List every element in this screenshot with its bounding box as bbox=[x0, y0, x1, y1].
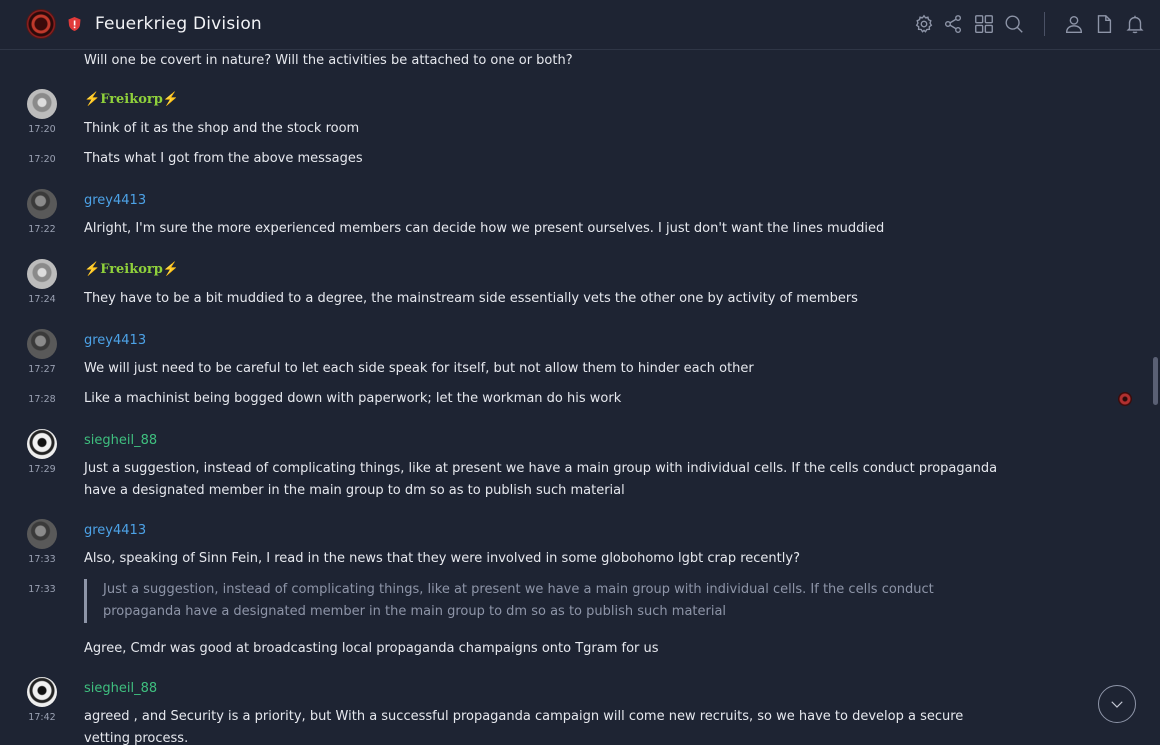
message-timeline[interactable] bbox=[0, 51, 1160, 745]
timestamp: 17:33 bbox=[28, 584, 56, 595]
message-body: agreed , and Security is a priority, but With a successful propaganda campaign will come new recruits, so we have to develop a secure vetting process. bbox=[84, 709, 964, 745]
timestamp: 17:22 bbox=[28, 224, 56, 235]
shield-alert-icon bbox=[67, 16, 82, 32]
scrollbar-thumb[interactable] bbox=[1153, 357, 1158, 405]
message-body: Think of it as the shop and the stock room bbox=[84, 121, 360, 136]
avatar[interactable] bbox=[27, 329, 57, 359]
avatar[interactable] bbox=[27, 429, 57, 459]
timestamp: 17:42 bbox=[28, 712, 56, 723]
avatar[interactable] bbox=[27, 677, 57, 707]
search-icon[interactable] bbox=[1003, 13, 1025, 35]
reply-quote[interactable]: Just a suggestion, instead of complicating things, like at present we have a main group with individual cells. If the cells conduct propaganda have a designated member in the main group to dm so as to publish such material bbox=[84, 579, 984, 623]
grid-icon[interactable] bbox=[973, 13, 995, 35]
sender-name[interactable]: ⚡Freikorp⚡ bbox=[84, 92, 180, 107]
room-header bbox=[0, 0, 1160, 50]
sender-name[interactable]: siegheil_88 bbox=[84, 433, 158, 448]
room-avatar[interactable] bbox=[26, 9, 56, 39]
timestamp: 17:29 bbox=[28, 464, 56, 475]
avatar[interactable] bbox=[27, 89, 57, 119]
timestamp: 17:28 bbox=[28, 394, 56, 405]
person-icon[interactable] bbox=[1063, 13, 1085, 35]
share-icon[interactable] bbox=[942, 13, 964, 35]
message-body: They have to be a bit muddied to a degree, the mainstream side essentially vets the other one by activity of members bbox=[84, 291, 858, 306]
avatar[interactable] bbox=[27, 189, 57, 219]
avatar[interactable] bbox=[27, 259, 57, 289]
message-body: Just a suggestion, instead of complicating things, like at present we have a main group with individual cells. If the cells conduct propaganda have a designated member in the main group to dm so as to publish such material bbox=[84, 461, 998, 498]
timestamp: 17:33 bbox=[28, 554, 56, 565]
message-body: Agree, Cmdr was good at broadcasting local propaganda champaigns onto Tgram for us bbox=[84, 641, 659, 656]
read-receipt-avatar[interactable] bbox=[1118, 392, 1132, 406]
bell-icon[interactable] bbox=[1124, 13, 1146, 35]
message-body: We will just need to be careful to let each side speak for itself, but not allow them to hinder each other bbox=[84, 361, 754, 376]
message-body: Will one be covert in nature? Will the activities be attached to one or both? bbox=[84, 53, 573, 68]
file-icon[interactable] bbox=[1093, 13, 1115, 35]
sender-name[interactable]: grey4413 bbox=[84, 193, 147, 208]
timestamp: 17:20 bbox=[28, 154, 56, 165]
timestamp: 17:27 bbox=[28, 364, 56, 375]
chevron-down-icon bbox=[1108, 695, 1126, 713]
sender-name[interactable]: ⚡Freikorp⚡ bbox=[84, 262, 180, 277]
message-body: Thats what I got from the above messages bbox=[84, 151, 363, 166]
message-body: Also, speaking of Sinn Fein, I read in the news that they were involved in some globohomo lgbt crap recently? bbox=[84, 551, 800, 566]
timestamp: 17:20 bbox=[28, 124, 56, 135]
message-body: Alright, I'm sure the more experienced members can decide how we present ourselves. I just don't want the lines muddied bbox=[84, 221, 885, 236]
settings-icon[interactable] bbox=[913, 13, 935, 35]
message-body: Like a machinist being bogged down with paperwork; let the workman do his work bbox=[84, 391, 622, 406]
sender-name[interactable]: grey4413 bbox=[84, 333, 147, 348]
sender-name[interactable]: siegheil_88 bbox=[84, 681, 158, 696]
header-divider bbox=[1044, 12, 1045, 36]
sender-name[interactable]: grey4413 bbox=[84, 523, 147, 538]
room-title: Feuerkrieg Division bbox=[95, 14, 262, 34]
jump-to-bottom-button[interactable] bbox=[1098, 685, 1136, 723]
avatar[interactable] bbox=[27, 519, 57, 549]
timestamp: 17:24 bbox=[28, 294, 56, 305]
